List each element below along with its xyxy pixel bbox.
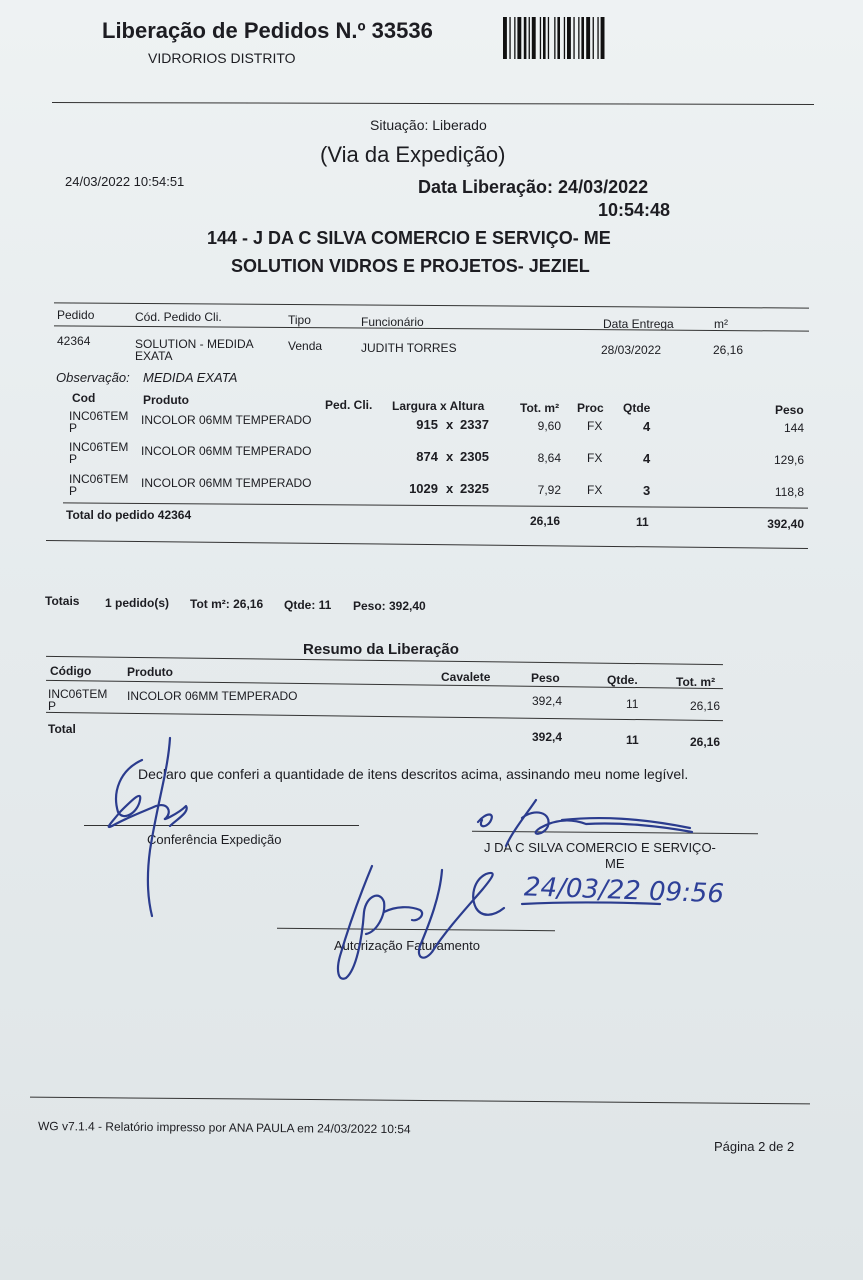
col-cod-pedido-cli: Cód. Pedido Cli. [135,310,222,324]
items-col-proc: Proc [577,401,604,415]
resumo-col-peso: Peso [531,671,560,685]
item-cod: INC06TEM [69,409,129,423]
item-qtde: 4 [643,451,651,466]
order-cod-line2: EXATA [135,349,173,363]
col-tipo: Tipo [288,313,311,327]
items-col-ped-cli: Ped. Cli. [325,398,373,412]
conferencia-label: Conferência Expedição [147,832,282,847]
client-project: SOLUTION VIDROS E PROJETOS- JEZIEL [231,256,590,276]
totais-peso: Peso: 392,40 [353,599,426,613]
order-tipo: Venda [288,339,323,353]
item-cod-suffix: P [69,452,78,466]
item-tot-m2: 8,64 [537,451,561,465]
item-largura: 874 [416,449,438,464]
item-altura: 2325 [460,481,489,496]
client-signature-label-2: ME [605,856,625,871]
item-x: x [446,417,454,432]
document-title: Liberação de Pedidos N.º 33536 [102,18,433,43]
order-top-rule [54,302,809,308]
signature-line-client [472,831,758,834]
resumo-cod-suffix: P [48,699,57,713]
resumo-col-produto: Produto [127,665,173,679]
items-col-peso: Peso [775,403,804,417]
resumo-cod: INC06TEM [48,687,108,701]
order-pedido: 42364 [57,334,91,348]
item-largura: 1029 [409,481,438,496]
declaration-text: Declaro que conferi a quantidade de itens descritos acima, assinando meu nome legível. [138,766,689,782]
item-peso: 129,6 [773,453,804,467]
order-total-qtde: 11 [636,515,649,529]
items-col-produto: Produto [143,393,189,407]
resumo-col-codigo: Código [50,664,92,678]
item-largura: 915 [416,417,438,432]
data-liberacao-time: 10:54:48 [598,200,671,220]
barcode-icon [503,17,638,59]
resumo-col-tot-m2: Tot. m² [676,675,716,689]
printed-datetime: 24/03/2022 10:54:51 [65,174,185,189]
signature-line-conferencia [84,825,359,826]
item-cod: INC06TEM [69,472,129,486]
items-col-cod: Cod [72,391,96,405]
totais-qtde: Qtde: 11 [284,598,332,612]
item-cod: INC06TEM [69,440,129,454]
resumo-tot-m2: 26,16 [689,699,720,713]
order-total-label: Total do pedido 42364 [66,508,192,522]
handwritten-date: 24/03/22 09:56 [523,872,725,910]
order-total-m2: 26,16 [529,514,560,528]
resumo-title: Resumo da Liberação [303,641,459,658]
resumo-total-peso: 392,4 [531,730,562,744]
col-pedido: Pedido [57,308,95,322]
resumo-col-qtde: Qtde. [607,673,638,687]
totais-m2: Tot m²: 26,16 [190,597,264,611]
item-cod-suffix: P [69,421,78,435]
client-name: 144 - J DA C SILVA COMERCIO E SERVIÇO- ME [207,228,611,248]
item-proc: FX [587,451,603,465]
resumo-total-label: Total [48,722,76,736]
item-tot-m2: 9,60 [537,419,561,433]
item-proc: FX [587,483,603,497]
order-bottom-rule [46,540,808,549]
footer-printed-by: WG v7.1.4 - Relatório impresso por ANA PAULA em 24/03/2022 10:54 [37,1119,411,1137]
item-peso: 118,8 [774,485,804,499]
item-altura: 2305 [460,449,489,464]
totais-pedidos: 1 pedido(s) [105,596,170,610]
item-x: x [446,481,454,496]
item-cod-suffix: P [69,484,78,498]
resumo-total-qtde: 11 [626,733,639,747]
resumo-col-cavalete: Cavalete [441,670,491,684]
resumo-peso: 392,4 [531,694,562,708]
client-signature-label: J DA C SILVA COMERCIO E SERVIÇO- [484,840,716,855]
item-x: x [446,449,454,464]
order-total-peso: 392,40 [767,517,804,531]
order-header-rule [54,325,809,331]
items-col-dims: Largura x Altura [392,399,485,413]
item-proc: FX [587,419,603,433]
page-number: Página 2 de 2 [714,1139,795,1154]
item-produto: INCOLOR 06MM TEMPERADO [141,476,312,490]
order-cod-line1: SOLUTION - MEDIDA [135,337,254,351]
signature-autorizacao [338,866,504,979]
handwritten-date-underline [522,903,660,905]
order-m2: 26,16 [713,343,744,357]
resumo-total-m2: 26,16 [689,735,720,749]
resumo-qtde: 11 [626,697,639,711]
autorizacao-label: Autorização Faturamento [334,938,480,953]
item-tot-m2: 7,92 [537,483,561,497]
situacao: Situação: Liberado [370,117,487,133]
items-col-tot-m2: Tot. m² [520,401,560,415]
item-produto: INCOLOR 06MM TEMPERADO [141,413,312,427]
item-qtde: 4 [643,419,651,434]
signature-line-autorizacao [277,928,555,931]
item-peso: 144 [783,421,804,435]
observacao-label: Observação: [56,370,130,385]
col-data-entrega: Data Entrega [603,317,674,331]
order-funcionario: JUDITH TORRES [361,341,457,355]
via-label: (Via da Expedição) [320,142,506,167]
resumo-total-rule [46,712,723,721]
resumo-produto: INCOLOR 06MM TEMPERADO [127,689,298,703]
observacao-value: MEDIDA EXATA [143,370,238,385]
footer-rule [30,1097,810,1105]
order-data-entrega: 28/03/2022 [601,343,662,357]
col-funcionario: Funcionário [361,315,424,329]
item-qtde: 3 [643,483,651,498]
signature-conferencia [109,738,187,916]
col-m2: m² [714,317,728,331]
company-name: VIDRORIOS DISTRITO [148,50,296,66]
item-produto: INCOLOR 06MM TEMPERADO [141,444,312,458]
item-altura: 2337 [460,417,489,432]
totais-label: Totais [45,594,80,608]
data-liberacao: Data Liberação: 24/03/2022 [418,177,649,197]
header-divider [52,102,814,105]
items-col-qtde: Qtde [623,401,651,415]
